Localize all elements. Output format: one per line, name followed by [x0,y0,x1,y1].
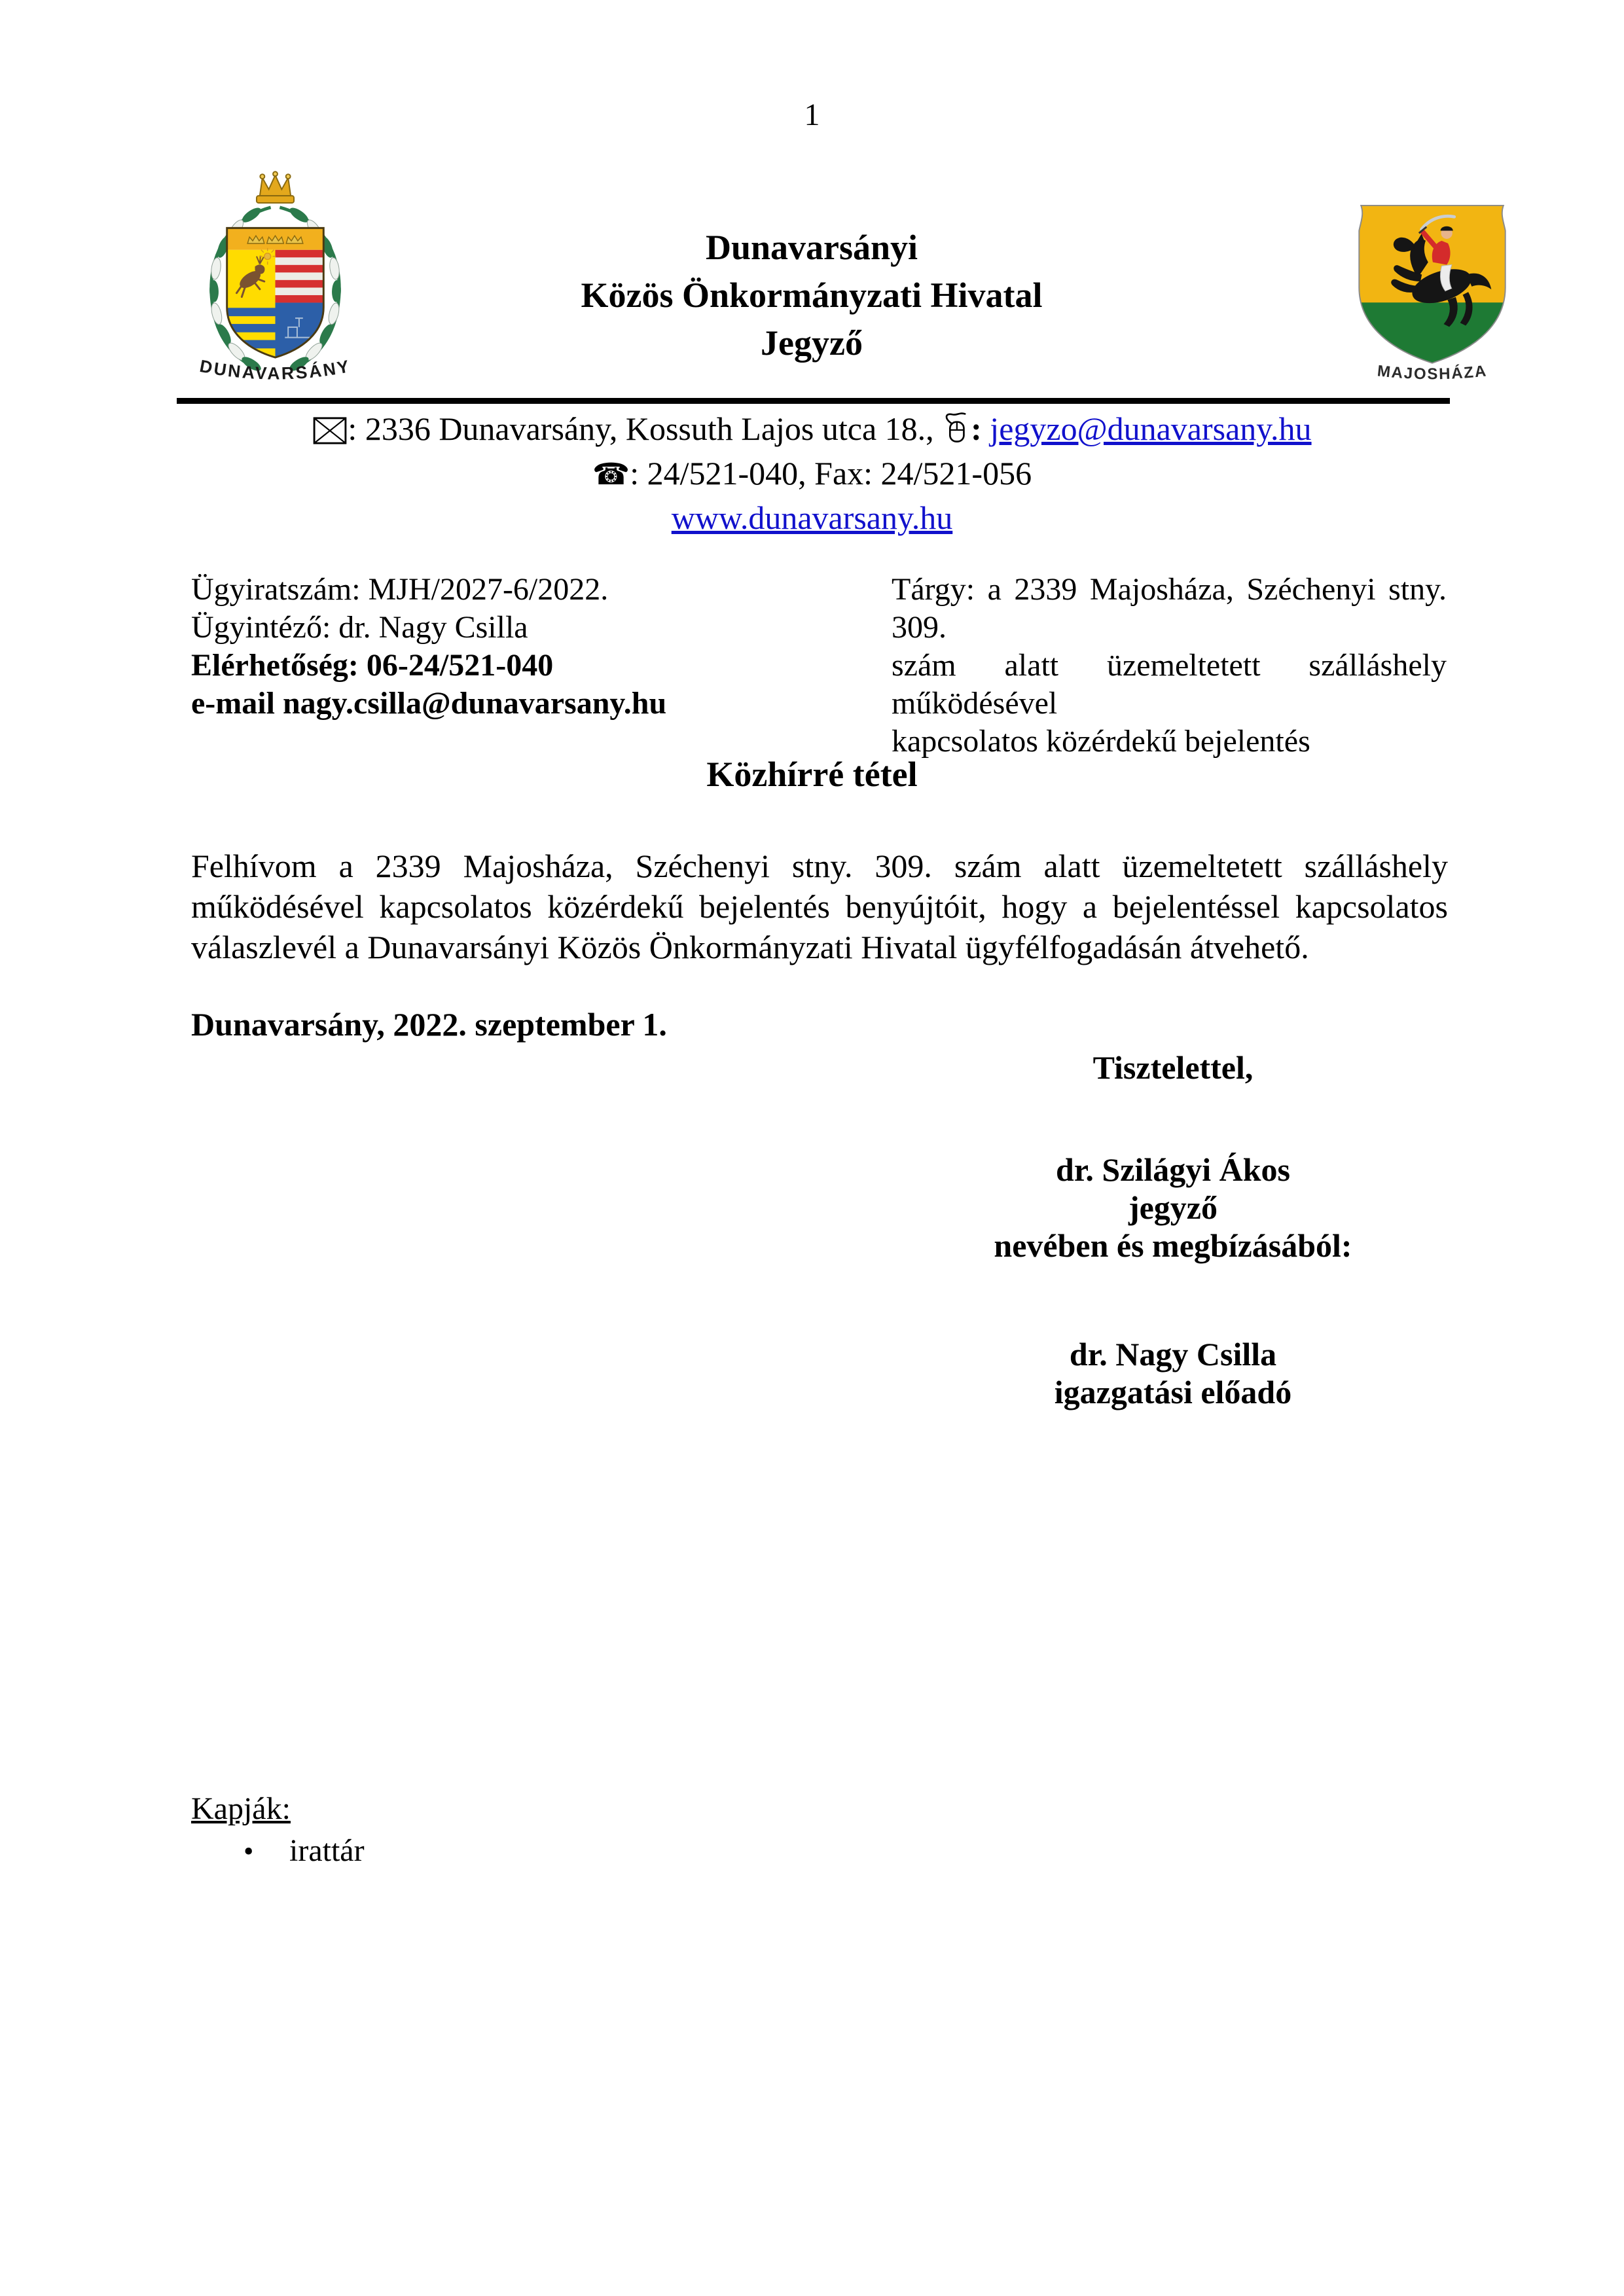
distribution-item [244,1833,365,1869]
address-text: : 2336 Dunavarsány, Kossuth Lajos utca 18., [348,410,934,447]
signature-secondary-role: igazgatási előadó [1054,1374,1292,1410]
majoshaza-crest-icon [1347,191,1517,387]
distribution-item-text: irattár [289,1833,365,1868]
case-info-block [191,571,666,723]
document-title: Közhírré tétel [706,755,918,794]
org-name-block [452,224,1172,367]
svg-text:DUNAVARSÁNY [198,356,353,384]
subject-block [892,571,1447,761]
contact-phone-line [0,454,1624,492]
case-availability: Elérhetőség: 06-24/521-040 [191,648,554,683]
org-line-3: Jegyző [761,323,863,363]
mouse-icon [942,410,971,445]
envelope-icon [312,416,348,445]
majoshaza-caption: MAJOSHÁZA [1376,362,1489,384]
case-file-number: Ügyiratszám: MJH/2027-6/2022. [191,572,609,607]
subject-line-1: Tárgy: a 2339 Majosháza, Széchenyi stny. 309. [892,572,1447,645]
body-paragraph: Felhívom a 2339 Majosháza, Széchenyi stny. 309. szám alatt üzemeltetett szálláshely működésével kapcsolatos közérdekű bejelentés benyújtóit, hogy a bejelentéssel kapcsolatos válaszlevél a Dunavarsányi Közös Önkormányzati Hivatal ügyfélfogadásán átvehető. [191,848,1448,965]
page-number: 1 [804,98,820,132]
org-line-1: Dunavarsányi [705,228,918,267]
jegyzo-email-link[interactable]: jegyzo@dunavarsany.hu [990,410,1312,447]
signature-primary-name: dr. Szilágyi Ákos [1056,1151,1290,1188]
signature-primary [846,1151,1500,1265]
salutation: Tisztelettel, [1092,1049,1254,1086]
majoshaza-crest [1347,191,1517,391]
signature-primary-on-behalf: nevében és megbízásából: [994,1227,1352,1264]
signature-secondary-name: dr. Nagy Csilla [1069,1336,1277,1372]
signature-secondary [846,1335,1500,1411]
case-officer: Ügyintéző: dr. Nagy Csilla [191,610,528,645]
email-colon: : [971,410,982,447]
dunavarsany-crest-icon [175,167,375,396]
subject-line-3: kapcsolatos közérdekű bejelentés [892,724,1310,759]
dunavarsany-caption: DUNAVARSÁNY [198,355,353,384]
distribution-label: Kapják: [191,1791,291,1826]
org-line-2: Közös Önkormányzati Hivatal [581,276,1043,315]
contact-address-line [0,410,1624,448]
phone-icon: ☎ [592,456,630,492]
phone-text: : 24/521-040, Fax: 24/521-056 [630,455,1032,492]
dunavarsany-crest [175,167,375,399]
date-line: Dunavarsány, 2022. szeptember 1. [191,1006,667,1043]
case-email: e-mail nagy.csilla@dunavarsany.hu [191,686,667,721]
website-link[interactable]: www.dunavarsany.hu [671,499,953,536]
svg-text:MAJOSHÁZA [1377,362,1489,383]
signature-primary-role: jegyző [1128,1189,1218,1226]
bullet-icon: • [244,1835,254,1867]
subject-line-2: szám alatt üzemeltetett szálláshely működésével [892,648,1447,721]
contact-website-line [0,499,1624,537]
header-divider [177,398,1450,404]
